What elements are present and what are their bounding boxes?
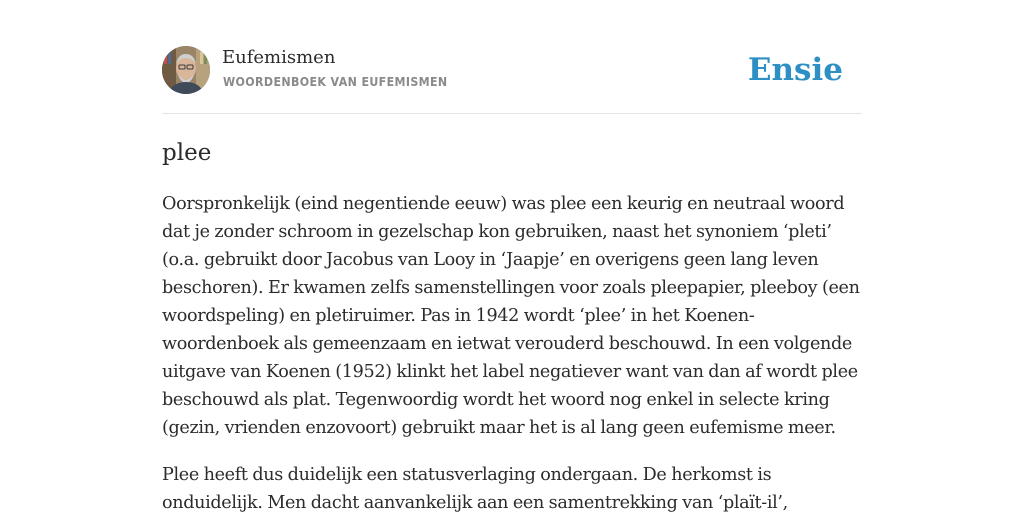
entry-paragraph: Plee heeft dus duidelijk een statusverlaging ondergaan. De herkomst is onduidelijk. Men dacht aanvankelijk aan een samentrekking van ‘plaït-il’, [162, 465, 788, 512]
header-divider [162, 113, 862, 114]
avatar[interactable] [162, 46, 210, 94]
author-subtitle[interactable]: WOORDENBOEK VAN EUFEMISMEN [223, 75, 448, 89]
page [162, 0, 862, 512]
entry-paragraph: Oorspronkelijk (eind negentiende eeuw) was plee een keurig en neutraal woord dat je zonder schroom in gezelschap kon gebruiken, naast het synoniem ‘pleti’ (o.a. gebruikt door Jacobus van Looy in ‘Jaapje’ en overigens geen lang leven beschoren). Er kwamen zelfs samenstellingen voor zoals pleepapier, pleeboy (een woordspeling) en pletiruimer. Pas in 1942 wordt ‘plee’ in het Koenen-woordenboek als gemeenzaam en ietwat verouderd beschouwd. In een volgende uitgave van Koenen (1952) klinkt het label negatiever want van dan af wordt plee beschouwd als plat. Tegenwoordig wordt het woord nog enkel in selecte kring (gezin, vrienden enzovoort) gebruikt maar het is al lang geen eufemisme meer. [162, 194, 860, 438]
brand-logo-link[interactable]: Ensie [747, 52, 843, 88]
avatar-portrait-icon [162, 46, 210, 94]
entry-title: plee [162, 140, 212, 166]
header [162, 46, 862, 96]
entry-body [162, 190, 862, 512]
author-name[interactable]: Eufemismen [222, 47, 336, 68]
